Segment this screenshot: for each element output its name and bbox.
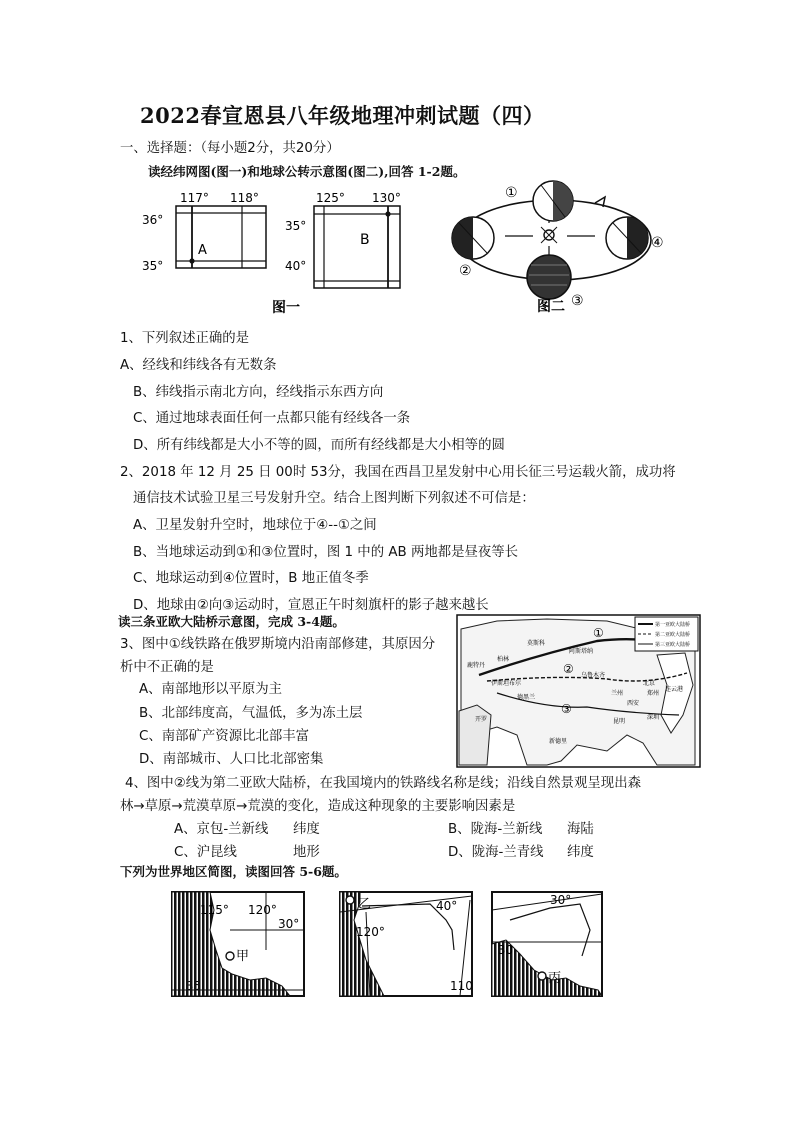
legend-item: 第一亚欧大陆桥 [655,622,691,628]
q3-stem-line1: 3、图中①线铁路在俄罗斯境内沿南部修建，其原因分 [120,637,436,652]
world-region-maps [170,890,604,1000]
q4-option-a [174,818,268,837]
q2-stem-line1: 2、2018 年 12 月 25 日 00时 53分，我国在西昌卫星发射中心用长征三号运载火箭，成功将 [120,465,676,480]
fig1-right-lat-top: 35° [285,219,307,233]
map1-lon2: 120° [248,903,277,917]
city-label: 柏林 [497,656,510,663]
city-label: 昆明 [613,718,626,725]
grid-right [285,191,401,288]
city-label: 阿斯塔纳 [569,648,594,655]
fig1-right-lon2: 130° [372,191,401,205]
q2-option-b: B、当地球运动到①和③位置时，图 1 中的 AB 两地都是昼夜等长 [133,545,519,560]
route-label-1: ① [593,626,604,640]
fig1-left-lon1: 117° [180,191,209,205]
earth-position-2 [452,217,494,259]
q4-option-c [174,841,237,860]
map-yi [340,892,473,996]
map2-lon1: 120° [356,925,385,939]
city-label: 乌鲁木齐 [581,672,606,679]
land-bridge-map [457,615,700,767]
q4-b-factor: 海陆 [567,822,594,837]
q4-c-factor: 地形 [293,845,320,860]
q4-option-b [448,818,542,837]
fig1-left-lat-bottom: 35° [142,259,164,273]
map-bing [492,892,602,996]
figure-1-graticule [140,180,420,320]
q3-option-d: D、南部城市、人口比北部密集 [139,752,324,767]
q3-stem-line2: 析中不正确的是 [120,660,214,675]
city-label: 德黑兰 [517,694,536,701]
map-legend [635,617,698,651]
city-label: 伊斯坦布尔 [491,680,522,687]
city-label: 西安 [627,700,640,707]
figure-2-revolution [445,183,675,313]
grid-left [142,191,266,273]
q4-option-d [448,841,544,860]
q3-option-c: C、南部矿产资源比北部丰富 [139,729,310,744]
map2-lon2: 110 [450,979,473,993]
q3-option-b: B、北部纬度高，气温低，多为冻土层 [139,706,363,721]
q2-option-a: A、卫星发射升空时，地球位于④--①之间 [133,518,377,533]
q4-b-line: B、陇海-兰新线 [448,822,543,837]
q1-option-a: A、经线和纬线各有无数条 [120,358,277,373]
map2-lat: 40° [436,899,458,913]
q2-option-d: D、地球由②向③运动时，宣恩正午时刻旗杆的影子越来越长 [133,598,489,613]
fig1-right-lat-bottom: 40° [285,259,307,273]
map-jia [172,892,304,996]
q2-stem-line2: 通信技术试验卫星三号发射升空。结合上图判断下列叙述不可信是： [133,491,535,506]
fig1-left-lon2: 118° [230,191,259,205]
fig2-label-3: ③ [571,293,584,309]
legend-item: 第三亚欧大陆桥 [655,642,691,648]
city-label: 北京 [643,680,656,687]
fig1-left-lat-top: 36° [142,213,164,227]
city-label: 新德里 [549,738,568,745]
q4-stem-line2: 林→草原→荒漠草原→荒漠的变化，造成这种现象的主要影响因素是 [120,799,516,814]
q4-stem-line1: 4、图中②线为第二亚欧大陆桥，在我国境内的铁路线名称是线；沿线自然景观呈现出森 [125,776,641,791]
sun-icon [541,227,557,243]
q1-option-b: B、纬线指示南北方向，经线指示东西方向 [133,385,384,400]
city-label: 兰州 [611,690,624,697]
map1-lat1: 30° [278,917,300,931]
q4-d-line: D、陇海-兰青线 [448,845,544,860]
q2-option-c: C、地球运动到④位置时，B 地正值冬季 [133,571,369,586]
legend-item: 第二亚欧大陆桥 [655,632,691,638]
q4-a-factor: 纬度 [293,822,320,837]
section-heading: 一、选择题：（每小题2分，共20分） [120,141,340,156]
q1-option-d: D、所有纬线都是大小不等的圆，而所有经线都是大小相等的圆 [133,438,505,453]
point-a: A [198,243,207,258]
route-label-3: ③ [561,702,572,716]
earth-position-4 [606,217,648,259]
fig2-caption: 图二 [537,299,565,315]
place-bing: 丙 [548,971,562,986]
intro-q3-4: 读三条亚欧大陆桥示意图，完成 3-4题。 [118,614,345,629]
fig1-right-lon1: 125° [316,191,345,205]
q1-stem: 1、下列叙述正确的是 [120,331,250,346]
point-b: B [360,232,370,248]
place-jia: 甲 [236,949,250,964]
map3-lat-top: 30° [550,893,572,907]
map3-lat-bottom: 30 [498,943,514,957]
fig1-caption: 图一 [272,300,300,316]
q4-a-line: A、京包-兰新线 [174,822,269,837]
fig2-label-2: ② [459,263,472,279]
city-label: 莫斯科 [527,640,546,647]
q3-option-a: A、南部地形以平原为主 [139,682,283,697]
earth-position-3 [527,255,571,299]
city-label: 连云港 [665,686,684,693]
intro-q5-6: 下列为世界地区简图，读图回答 5-6题。 [120,864,347,879]
city-label: 鹿特丹 [467,662,486,669]
place-yi: 乙 [358,897,372,912]
page-title: 2022春宣恩县八年级地理冲刺试题（四） [140,103,545,128]
city-label: 开罗 [475,716,488,723]
intro-q1-2: 读经纬网图(图一)和地球公转示意图(图二),回答 1-2题。 [148,164,466,179]
q4-c-line: C、沪昆线 [174,845,237,860]
city-label: 郑州 [647,690,660,697]
fig2-label-4: ④ [651,235,664,251]
fig2-label-1: ① [505,185,518,201]
map1-lon1: 115° [200,903,229,917]
earth-position-1 [533,181,573,221]
q4-d-factor: 纬度 [567,845,594,860]
q1-option-c: C、通过地球表面任何一点都只能有经线各一条 [133,411,411,426]
map1-lat2: 35 [186,979,202,993]
route-label-2: ② [563,662,574,676]
city-label: 深圳 [647,714,660,721]
